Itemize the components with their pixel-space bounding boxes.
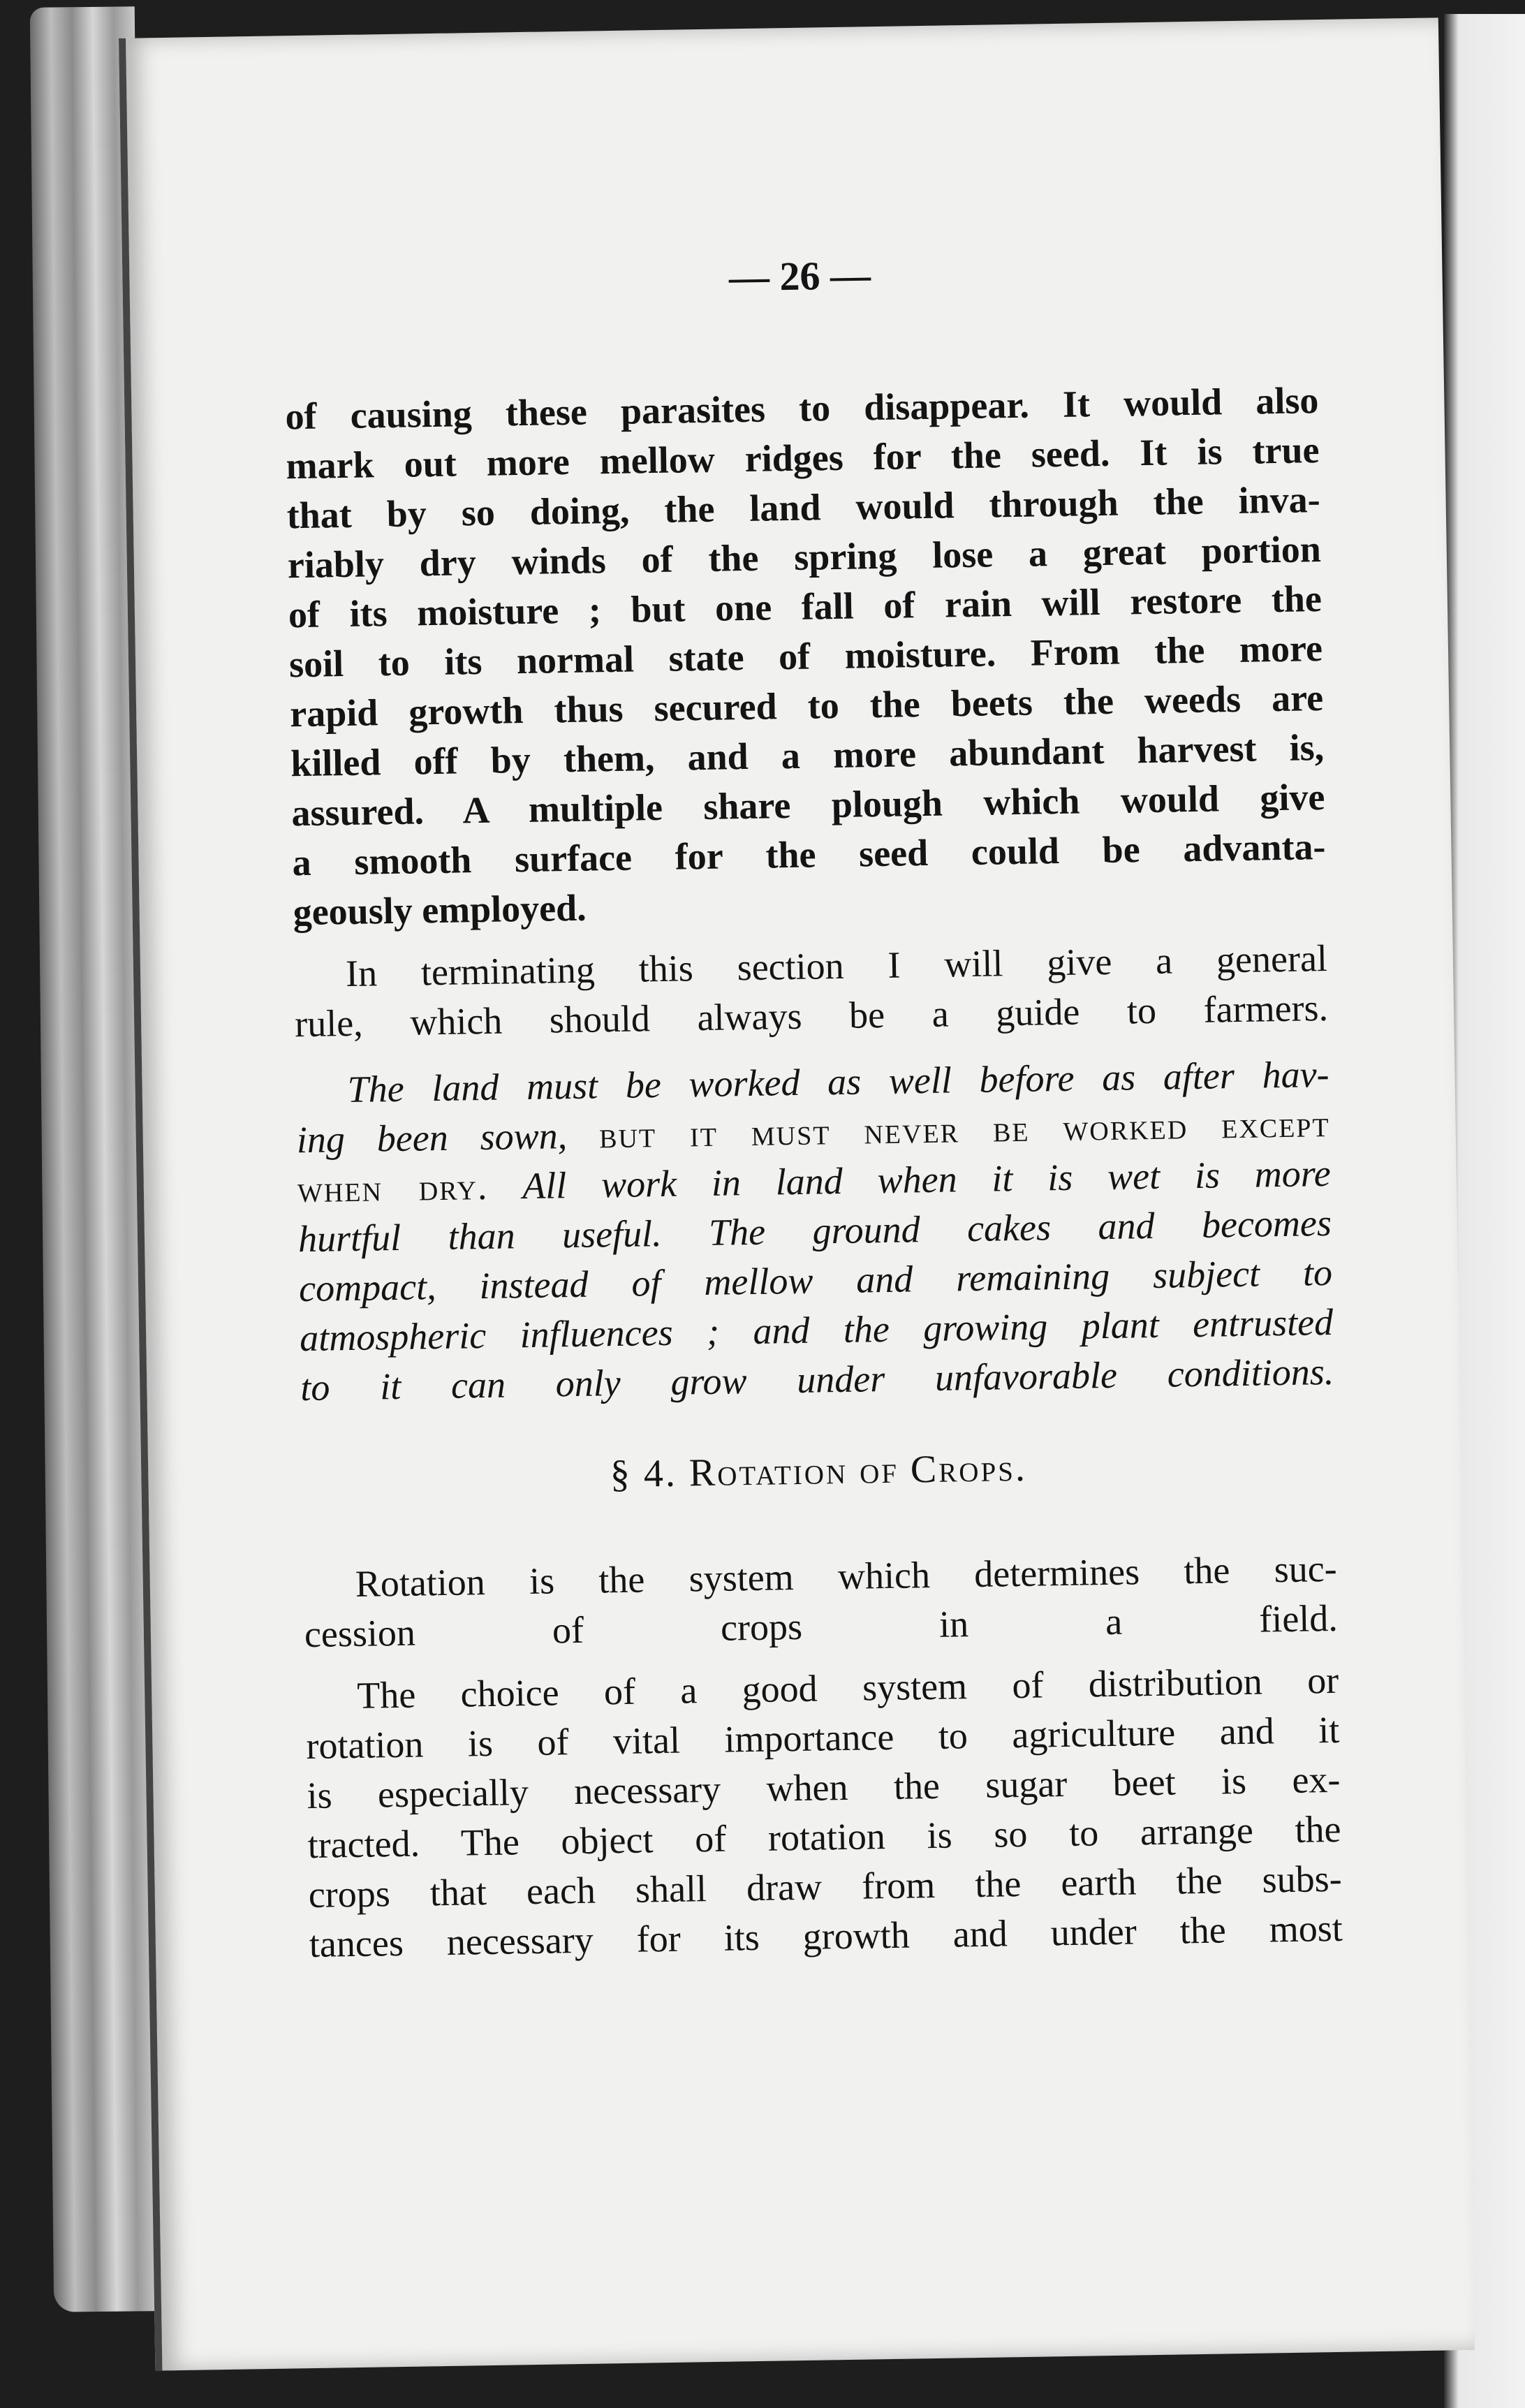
- text-line: riably dry winds of the spring lose a great portion: [287, 528, 1322, 587]
- paragraph-rotation-choice: [305, 1656, 1343, 1969]
- rule-caps-text: when dry.: [297, 1165, 489, 1211]
- rule-italic-text: All work in land when it is wet is more: [522, 1152, 1332, 1207]
- paragraph-parasites: [285, 376, 1327, 937]
- text-line: rotation is of vital importance to agriculture and it: [305, 1708, 1340, 1768]
- text-line: In terminating this section I will give a general: [345, 937, 1328, 995]
- section-heading: § 4. Rotation of Crops.: [610, 1446, 1028, 1497]
- text-line: mark out more mellow ridges for the seed. It is true: [286, 429, 1320, 487]
- rule-caps-text: but it must never be worked except: [598, 1102, 1331, 1157]
- text-line: is especially necessary when the sugar beet is ex-: [307, 1758, 1341, 1817]
- text-line: of causing these parasites to disappear. It would also: [285, 379, 1319, 438]
- text-line: hurtful than useful. The ground cakes and becomes: [297, 1201, 1332, 1261]
- text-line: The choice of a good system of distribution or: [356, 1659, 1339, 1717]
- text-line: soil to its normal state of moisture. From the more: [288, 627, 1323, 686]
- rule-italic-text: ing been sown,: [296, 1115, 568, 1161]
- text-line: rapid growth thus secured to the beets the weeds are: [289, 677, 1324, 735]
- book-page: [119, 17, 1475, 2370]
- text-line: The land must be worked as well before as after hav-: [347, 1052, 1329, 1111]
- text-line: killed off by them, and a more abundant harvest is,: [290, 726, 1325, 785]
- text-line: assured. A multiple share plough which would give: [290, 776, 1325, 835]
- text-line: a smooth surface for the seed could be advanta-: [292, 825, 1326, 884]
- text-line: geously employed.: [293, 886, 587, 934]
- text-line: tracted. The object of rotation is so to arrange the: [307, 1807, 1341, 1867]
- text-line: Rotation is the system which determines the suc-: [355, 1547, 1338, 1605]
- paragraph-rotation-definition: [303, 1544, 1338, 1659]
- text-line: of its moisture ; but one fall of rain will restore the: [288, 578, 1323, 636]
- text-line: to it can only grow under unfavorable conditions.: [300, 1350, 1334, 1409]
- text-line: tances necessary for its growth and under the most: [309, 1907, 1343, 1966]
- page-number: — 26 —: [728, 252, 871, 300]
- text-line: that by so doing, the land would through the inva-: [286, 478, 1321, 537]
- text-line: cession of crops in a field.: [304, 1596, 1339, 1656]
- text-line: crops that each shall draw from the earth the subs-: [308, 1857, 1343, 1916]
- text-line: rule, which should always be a guide to farmers.: [294, 986, 1329, 1045]
- paragraph-general-rule: [294, 934, 1329, 1049]
- page-text: [283, 243, 1343, 1969]
- rule-statement: [295, 1050, 1334, 1413]
- text-line: compact, instead of mellow and remaining subject to: [298, 1251, 1333, 1310]
- text-line: atmospheric influences ; and the growing plant entrusted: [299, 1300, 1334, 1360]
